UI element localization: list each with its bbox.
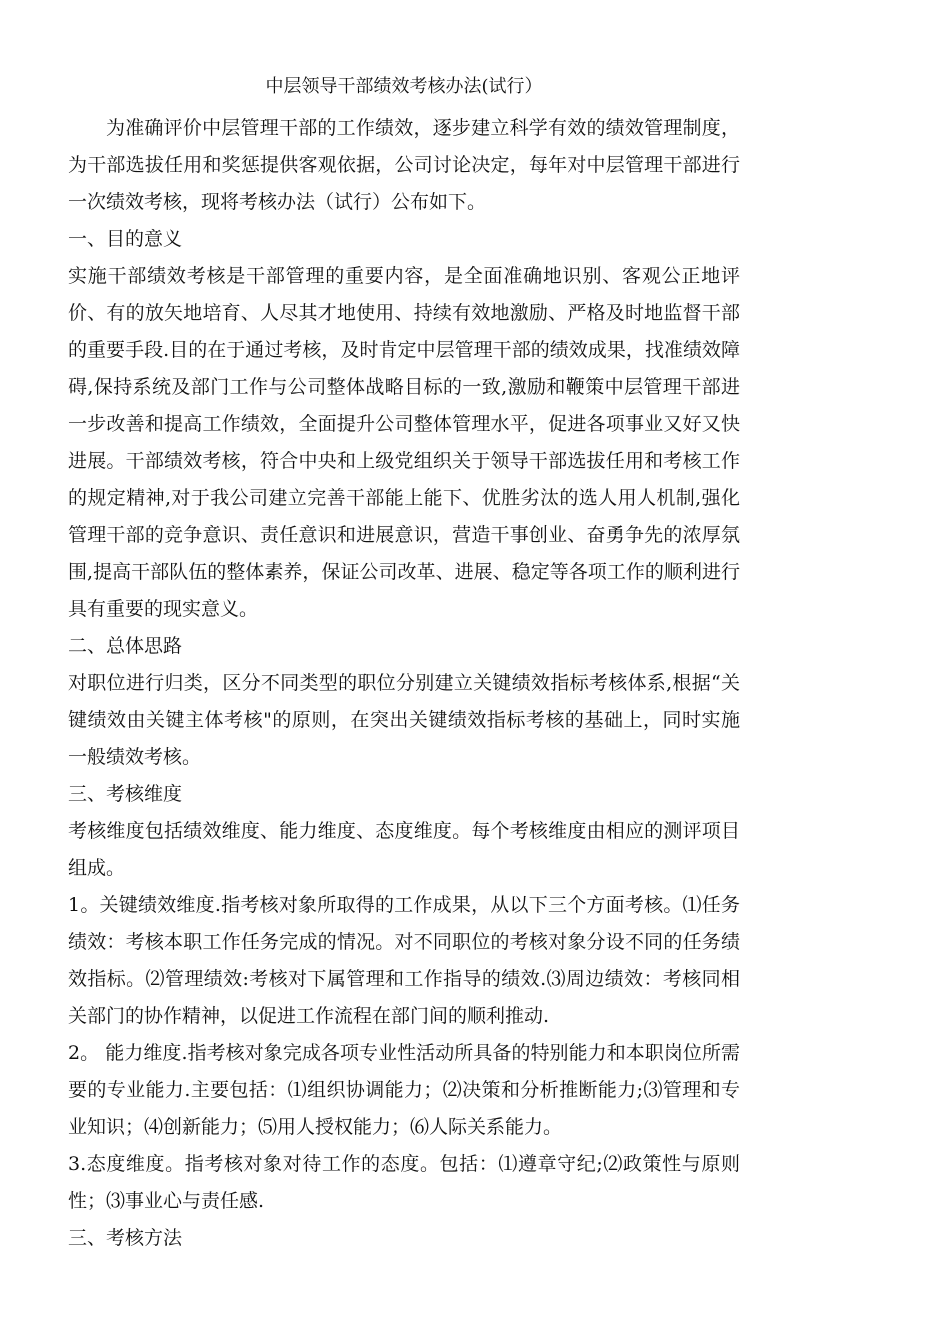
section-heading-methods: 三、考核方法 [68, 1227, 183, 1249]
section-heading-dimensions: 三、考核维度 [68, 783, 183, 805]
intro-paragraph: 为准确评价中层管理干部的工作绩效，逐步建立科学有效的绩效管理制度，为干部选拔任用和奖惩提供客观依据，公司讨论决定，每年对中层管理干部进行一次绩效考核，现将考核办法（试行）公布如下。 [68, 117, 740, 213]
paragraph-dimensions-intro: 考核维度包括绩效维度、能力维度、态度维度。每个考核维度由相应的测评项目组成。 [68, 820, 740, 879]
section-heading-purpose: 一、目的意义 [68, 228, 183, 250]
paragraph-performance-dimension: 1。关键绩效维度.指考核对象所取得的工作成果，从以下三个方面考核。⑴任务绩效：考核本职工作任务完成的情况。对不同职位的考核对象分设不同的任务绩效指标。⑵管理绩效:考核对下属管理和工作指导的绩效.⑶周边绩效：考核同相关部门的协作精神，以促进工作流程在部门间的顺利推动. [68, 894, 740, 1027]
paragraph-purpose: 实施干部绩效考核是干部管理的重要内容，是全面准确地识别、客观公正地评价、有的放矢地培育、人尽其才地使用、持续有效地激励、严格及时地监督干部的重要手段.目的在于通过考核，及时肯定中层管理干部的绩效成果，找准绩效障碍,保持系统及部门工作与公司整体战略目标的一致,激励和鞭策中层管理干部进一步改善和提高工作绩效，全面提升公司整体管理水平，促进各项事业又好又快进展。干部绩效考核，符合中央和上级党组织关于领导干部选拔任用和考核工作的规定精神,对于我公司建立完善干部能上能下、优胜劣汰的选人用人机制,强化管理干部的竞争意识、责任意识和进展意识，营造干事创业、奋勇争先的浓厚氛围,提高干部队伍的整体素养，保证公司改革、进展、稳定等各项工作的顺利进行具有重要的现实意义。 [68, 265, 740, 620]
section-heading-approach: 二、总体思路 [68, 635, 183, 657]
document-page [68, 70, 740, 1257]
document-title: 中层领导干部绩效考核办法(试行） [265, 76, 543, 97]
paragraph-attitude-dimension: 3.态度维度。指考核对象对待工作的态度。包括：⑴遵章守纪;⑵政策性与原则性；⑶事业心与责任感. [68, 1153, 740, 1212]
paragraph-ability-dimension: 2。 能力维度.指考核对象完成各项专业性活动所具备的特别能力和本职岗位所需要的专业能力.主要包括：⑴组织协调能力；⑵决策和分析推断能力;⑶管理和专业知识；⑷创新能力；⑸用人授权能力；⑹人际关系能力。 [68, 1042, 740, 1138]
paragraph-approach: 对职位进行归类，区分不同类型的职位分别建立关键绩效指标考核体系,根据“关键绩效由关键主体考核"的原则，在突出关键绩效指标考核的基础上，同时实施一般绩效考核。 [68, 672, 740, 768]
